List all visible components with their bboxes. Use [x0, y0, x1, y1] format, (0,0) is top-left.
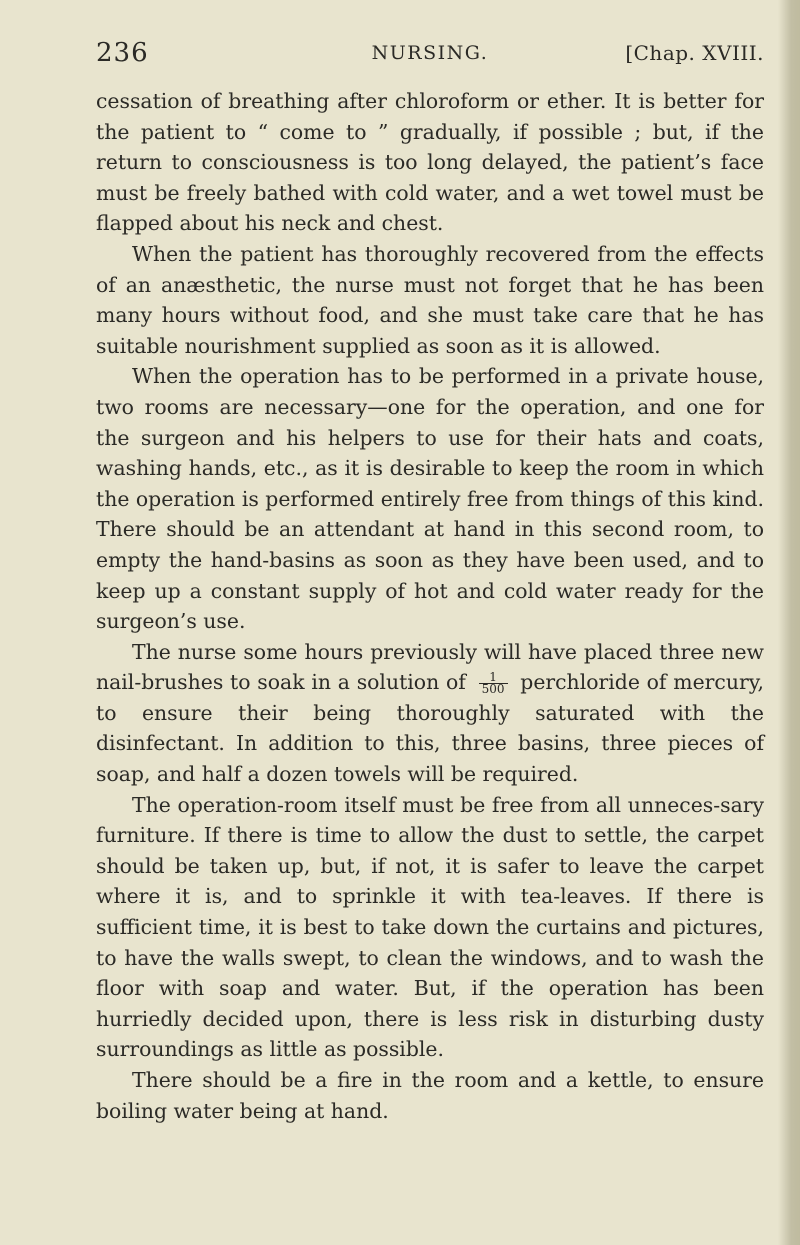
running-title: NURSING. [371, 42, 489, 64]
page-edge-shadow [778, 0, 800, 1245]
fraction-numerator: 1 [479, 672, 508, 684]
paragraph-2: When the patient has thoroughly recovered from the effects of an anæsthetic, the nurse must not forget that he has been many hours without food, and she must take care that he has suitable nourishment supplied as soon as it is allowed. [96, 241, 764, 358]
paragraph-3: When the operation has to be performed in a private house, two rooms are necessary—one for the operation, and one for the surgeon and his helpers to use for their hats and coats, washing hands, etc., as it is desirable to keep the room in which the operation is performed entirely free from things of this kind. There should be an attendant at hand in this second room, to empty the hand-basins as soon as they have been used, and to keep up a constant supply of hot and cold water ready for the surgeon’s use. [96, 364, 764, 634]
paragraph-4-before-fraction: The nurse some hours previously will have placed three new nail-brushes to soak in a solution of [96, 639, 764, 695]
paragraph-4 [96, 637, 764, 790]
page-number: 236 [96, 38, 149, 68]
chapter-label: [Chap. XVIII. [625, 41, 764, 65]
fraction [479, 672, 508, 695]
paragraph-4-after-fraction: perchloride of mercury, to ensure their being thoroughly saturated with the disinfectant. In addition to this, three basins, three pieces of soap, and half a dozen towels will be required. [96, 670, 764, 787]
body-text [96, 86, 764, 1126]
paragraph-1: cessation of breathing after chloroform or ether. It is better for the patient to “ come to ” gradually, if possible ; but, if the return to consciousness is too long delayed, the patient’s face must be freely bathed with cold water, and a wet towel must be flapped about his neck and chest. [96, 89, 764, 236]
paragraph-5: The operation-room itself must be free from all unneces-sary furniture. If there is time to allow the dust to settle, the carpet should be taken up, but, if not, it is safer to leave the carpet where it is, and to sprinkle it with tea-leaves. If there is sufficient time, it is best to take down the curtains and pictures, to have the walls swept, to clean the windows, and to wash the floor with soap and water. But, if the operation has been hurriedly decided upon, there is less risk in disturbing dusty surroundings as little as possible. [96, 792, 764, 1062]
running-head [96, 38, 764, 72]
fraction-denominator: 500 [481, 682, 505, 697]
paragraph-6: There should be a fire in the room and a kettle, to ensure boiling water being at hand. [96, 1068, 764, 1123]
